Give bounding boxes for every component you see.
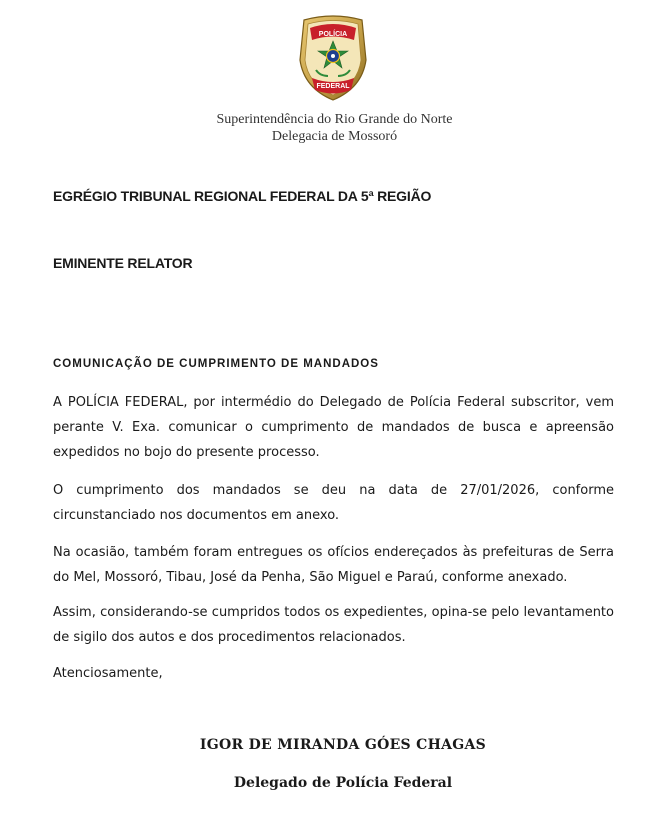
badge-top-text: POLÍCIA — [318, 31, 348, 38]
body-paragraph: O cumprimento dos mandados se deu na data de 27/01/2026, conforme circunstanciado nos documentos em anexo. — [53, 483, 614, 523]
addressee-court: EGRÉGIO TRIBUNAL REGIONAL FEDERAL DA 5ª REGIÃO — [53, 188, 432, 204]
body-paragraph: A POLÍCIA FEDERAL, por intermédio do Delegado de Polícia Federal subscritor, vem perante V. Exa. comunicar o cumprimento de mandados de busca e apreensão expedidos no bojo do presente processo. — [53, 395, 614, 460]
body-paragraph: Assim, considerando-se cumpridos todos os expedientes, opina-se pelo levantamento de sigilo dos autos e dos procedimentos relacionados. — [53, 605, 614, 645]
body-paragraph: Na ocasião, também foram entregues os ofícios endereçados às prefeituras de Serra do Mel, Mossoró, Tibau, José da Penha, São Miguel e Paraú, conforme anexado. — [53, 545, 614, 585]
closing-salutation: Atenciosamente, — [53, 666, 163, 681]
unit-office: Delegacia de Mossoró — [271, 129, 398, 144]
federal-police-badge-icon — [296, 14, 370, 102]
signatory-role: Delegado de Polícia Federal — [233, 775, 453, 791]
unit-superintendency: Superintendência do Rio Grande do Norte — [216, 112, 453, 127]
addressee-reporter: EMINENTE RELATOR — [53, 255, 193, 271]
badge-bottom-text: FEDERAL — [316, 83, 350, 90]
signatory-name: IGOR DE MIRANDA GÓES CHAGAS — [199, 737, 487, 753]
document-subject: COMUNICAÇÃO DE CUMPRIMENTO DE MANDADOS — [53, 358, 379, 370]
